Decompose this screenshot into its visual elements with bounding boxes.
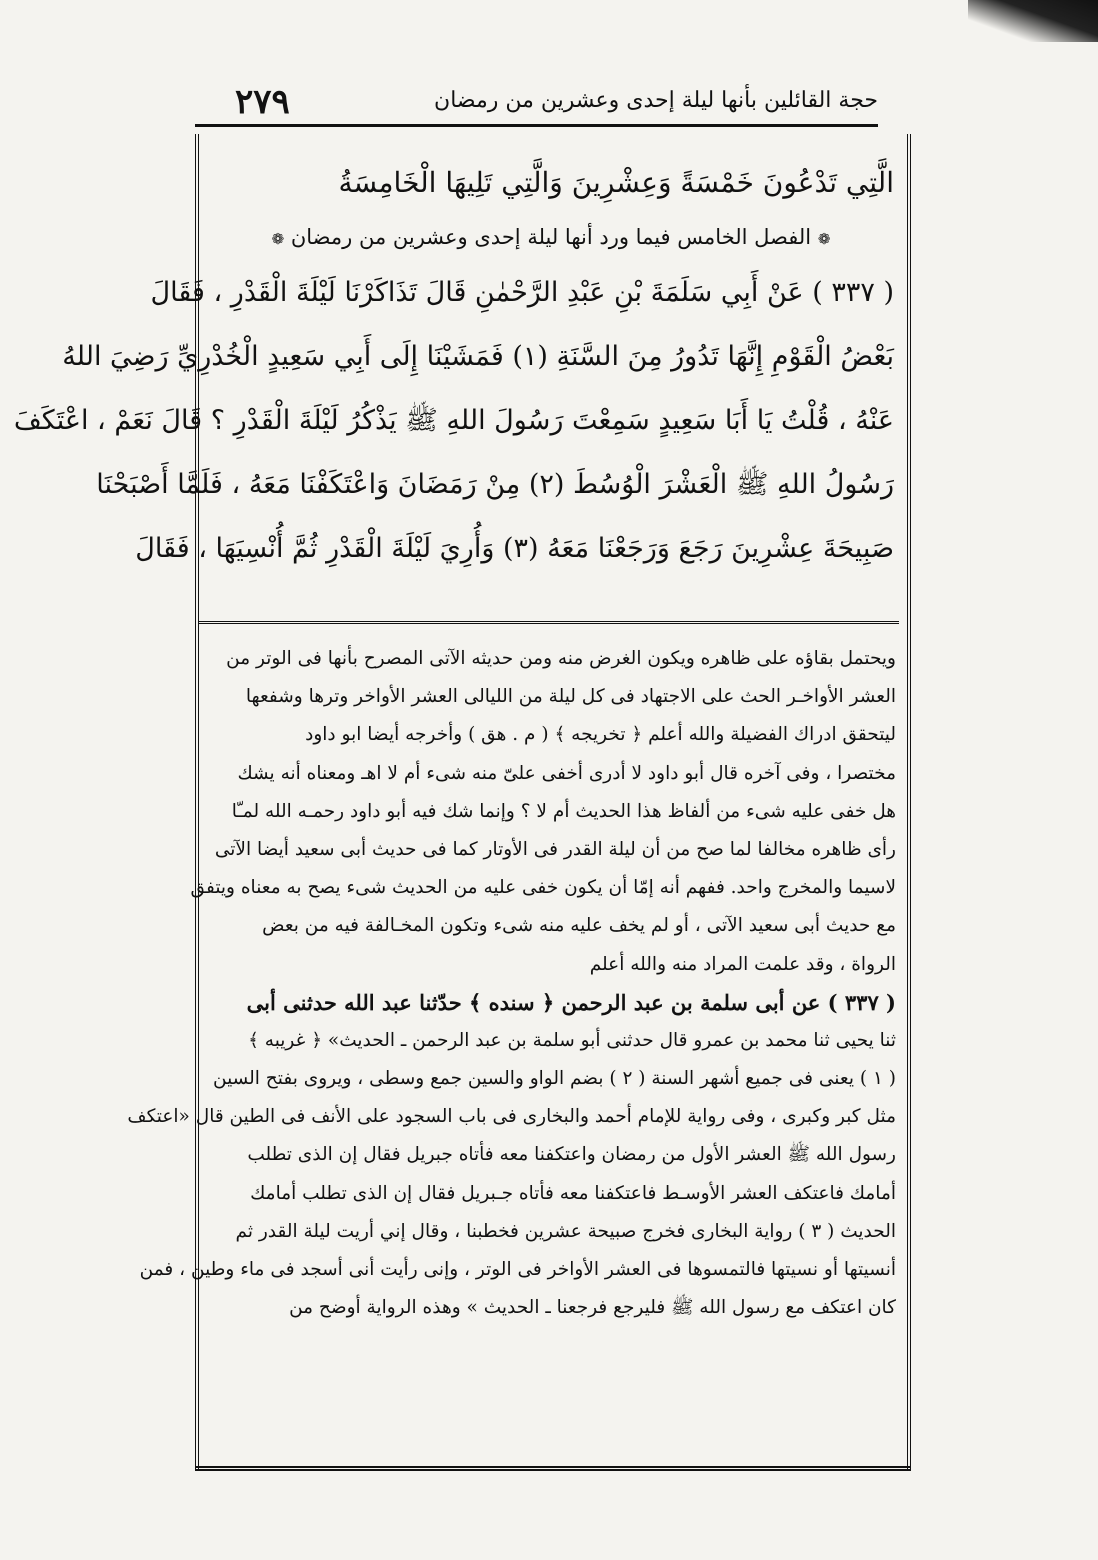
matn-line: عَنْهُ ، قُلْتُ يَا أَبَا سَعِيدٍ سَمِعْتَ رَسُولَ اللهِ ﷺ يَذْكُرُ لَيْلَةَ الْقَدْرِ ؟ قَالَ نَعَمْ ، اعْتَكَفَ	[13, 405, 894, 436]
commentary-line: كان اعتكف مع رسول الله ﷺ فليرجع فرجعنا ـ الحديث » وهذه الرواية أوضح من	[289, 1297, 896, 1319]
scan-edge-shadow	[968, 0, 1098, 42]
matn-line: الَّتِي تَدْعُونَ خَمْسَةً وَعِشْرِينَ وَالَّتِي تَلِيهَا الْخَامِسَةُ	[338, 166, 894, 199]
page-number: ٢٧٩	[235, 82, 290, 122]
ornament-right-icon: ❁	[817, 230, 831, 248]
commentary-line: ويحتمل بقاؤه على ظاهره ويكون الغرض منه ومن حديثه الآتى المصرح بأنها فى الوتر من	[226, 648, 896, 669]
matn-line: صَبِيحَةَ عِشْرِينَ رَجَعَ وَرَجَعْنَا مَعَهُ (٣) وَأُرِيَ لَيْلَةَ الْقَدْرِ ثُمَّ أُنْسِيَهَا ، فَقَالَ	[135, 533, 894, 564]
commentary-line: لاسيما والمخرج واحد. ففهم أنه إمّا أن يكون خفى عليه من الحديث شىء يصح به معناه ويتفق	[190, 877, 896, 899]
commentary-line: ( ١ ) يعنى فى جميع أشهر السنة ( ٢ ) بضم الواو والسين جمع وسطى ، ويروى بفتح السين	[212, 1068, 896, 1090]
commentary-line: هل خفى عليه شىء من ألفاظ هذا الحديث أم لا ؟ وإنما شك فيه أبو داود رحمـه الله لمـّا	[231, 800, 896, 822]
commentary-line: الرواة ، وقد علمت المراد منه والله أعلم	[589, 953, 896, 975]
matn-line: ( ٣٣٧ ) عَنْ أَبِي سَلَمَةَ بْنِ عَبْدِ الرَّحْمٰنِ قَالَ تَذَاكَرْنَا لَيْلَةَ الْقَدْرِ ، فَقَالَ	[150, 277, 894, 308]
commentary-line: مثل كبر وكبرى ، وفى رواية للإمام أحمد والبخارى فى باب السجود على الأنف فى الطين قال «اعتكف	[127, 1106, 896, 1128]
commentary-line: أنسيتها أو نسيتها فالتمسوها فى العشر الأواخر فى الوتر ، وإنى رأيت أنى أسجد فى ماء وطين ، فمن	[139, 1259, 896, 1280]
matn-line: بَعْضُ الْقَوْمِ إِنَّهَا تَدُورُ مِنَ السَّنَةِ (١) فَمَشَيْنَا إِلَى أَبِي سَعِيدٍ الْخُدْرِيِّ رَضِيَ اللهُ	[62, 341, 894, 372]
section-heading-text: الفصل الخامس فيما ورد أنها ليلة إحدى وعشرين من رمضان	[290, 225, 812, 249]
commentary-line: أمامك فاعتكف العشر الأوسـط فاعتكفنا معه فأتاه جـبريل فقال إن الذى تطلب أمامك	[250, 1182, 896, 1204]
ornament-left-icon: ❁	[271, 230, 285, 248]
commentary-line: رسول الله ﷺ العشر الأول من رمضان واعتكفنا معه فأتاه جبريل فقال إن الذى تطلب	[247, 1144, 896, 1166]
commentary-block	[127, 640, 896, 1327]
commentary-line: ليتحقق ادراك الفضيلة والله أعلم ﴿ تخريجه ﴾ ( م . هق ) وأخرجه أيضا ابو داود	[305, 724, 896, 746]
commentary-line: مع حديث أبى سعيد الآتى ، أو لم يخف عليه منه شىء وتكون المخـالفة فيه من بعض	[262, 915, 896, 937]
hadith-text-block	[13, 150, 894, 580]
commentary-line: ثنا يحيى ثنا محمد بن عمرو قال حدثنى أبو سلمة بن عبد الرحمن ـ الحديث» ﴿ غريبه ﴾	[248, 1029, 896, 1051]
hadith-number-line: ( ٣٣٧ ) عن أبى سلمة بن عبد الرحمن ﴿ سنده ﴾ حدّثنا عبد الله حدثنى أبى	[246, 989, 896, 1015]
page-frame-bottom-rule	[195, 1466, 911, 1471]
matn-line: رَسُولُ اللهِ ﷺ الْعَشْرَ الْوُسُطَ (٢) مِنْ رَمَضَانَ وَاعْتَكَفْنَا مَعَهُ ، فَلَمَّا أَصْبَحْنَا	[96, 469, 894, 500]
commentary-line: مختصرا ، وفى آخره قال أبو داود لا أدرى أخفى علىّ منه شىء أم لا اهـ ومعناه أنه يشك	[237, 762, 896, 784]
matn-commentary-divider	[199, 621, 899, 624]
running-header	[195, 78, 878, 127]
commentary-line: رأى ظاهره مخالفا لما صح من أن ليلة القدر فى الأوتار كما فى حديث أبى سعيد أيضا الآتى	[214, 838, 896, 860]
section-heading	[208, 214, 894, 260]
commentary-line: الحديث ( ٣ ) رواية البخارى فخرج صبيحة عشرين فخطبنا ، وقال إني أريت ليلة القدر ثم	[235, 1220, 896, 1242]
running-title: حجة القائلين بأنها ليلة إحدى وعشرين من رمضان	[434, 88, 878, 113]
commentary-line: العشر الأواخـر الحث على الاجتهاد فى كل ليلة من الليالى العشر الأواخر وترها وشفعها	[245, 686, 896, 708]
